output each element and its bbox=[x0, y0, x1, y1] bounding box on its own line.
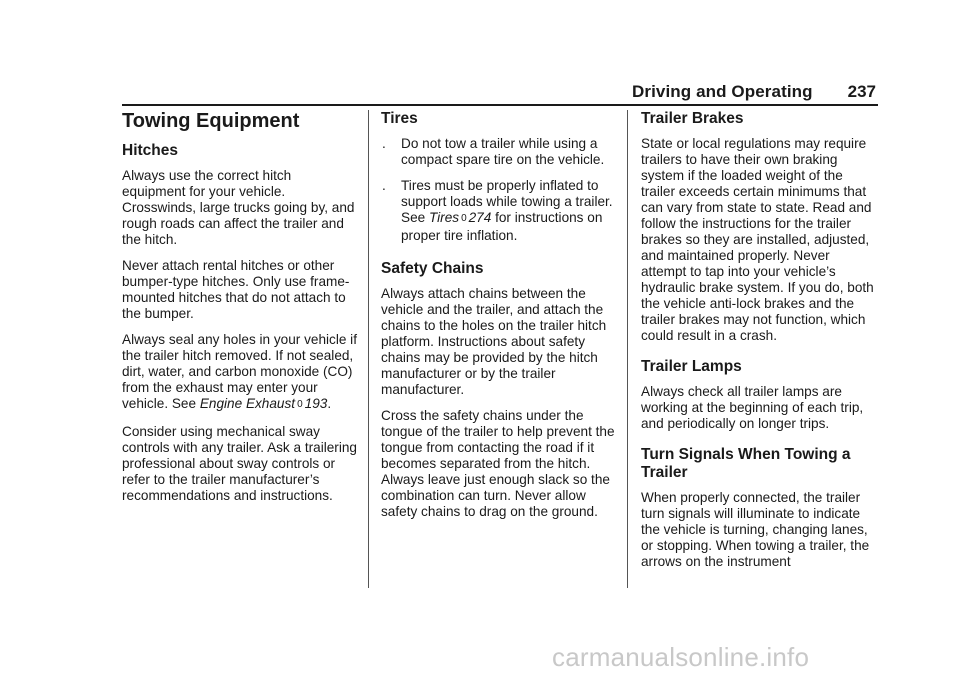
page-ref-icon: 0 bbox=[461, 213, 467, 224]
paragraph-text: Always seal any holes in your vehicle if the trailer hitch removed. If not sealed, dirt, water, and carbon monoxide (CO) from the exhaust may enter your vehicle. See bbox=[122, 332, 357, 411]
list-item bbox=[381, 136, 617, 168]
paragraph-end: . bbox=[327, 396, 332, 411]
list-item-text: Do not tow a trailer while using a compact spare tire on the vehicle. bbox=[401, 136, 605, 167]
bullet-icon: . bbox=[382, 178, 386, 193]
list-item bbox=[381, 178, 617, 244]
trailer-brakes-paragraph: State or local regulations may require trailers to have their own braking system if the loaded weight of the trailer exceeds certain minimums that can vary from state to state. Read and follow the instructions for the trailer brakes so they are installed, adjusted, and maintained properly. Never attempt to tap into your vehicle’s hydraulic brake system. If you do, both the vehicle anti-lock brakes and the trailer brakes may not function, which could result in a crash. bbox=[641, 136, 874, 343]
column-divider-1 bbox=[368, 110, 369, 588]
hitches-paragraph-1: Always use the correct hitch equipment for your vehicle. Crosswinds, large trucks going by, and rough roads can affect the trailer and the hitch. bbox=[122, 168, 355, 247]
header-rule bbox=[122, 104, 878, 106]
hitches-paragraph-4: Consider using mechanical sway controls with any trailer. Ask a trailering professional about sway controls or refer to the trailer manufacturer’s recommendations and instructions. bbox=[122, 424, 357, 503]
engine-exhaust-link[interactable] bbox=[200, 396, 327, 411]
page-header bbox=[632, 82, 878, 104]
hitches-heading: Hitches bbox=[122, 142, 178, 159]
trailer-lamps-paragraph: Always check all trailer lamps are working at the beginning of each trip, and periodically on longer trips. bbox=[641, 384, 864, 431]
column-divider-2 bbox=[627, 110, 628, 588]
column-1 bbox=[122, 110, 358, 514]
section-title: Driving and Operating bbox=[632, 82, 813, 101]
safety-chains-paragraph-2: Cross the safety chains under the tongue of the trailer to help prevent the tongue from contacting the road if it becomes separated from the hitch. Always leave just enough slack so the combination can turn. Never allow safety chains to drag on the ground. bbox=[381, 408, 615, 519]
page-ref-icon: 0 bbox=[297, 399, 303, 410]
safety-chains-heading: Safety Chains bbox=[381, 260, 484, 277]
page-number: 237 bbox=[847, 82, 876, 101]
tires-heading: Tires bbox=[381, 110, 418, 127]
column-3 bbox=[641, 110, 877, 580]
safety-chains-paragraph-1: Always attach chains between the vehicle and the trailer, and attach the chains to the holes on the trailer hitch platform. Instructions about safety chains may be provided by the hitch manufacturer or by the trailer manufacturer. bbox=[381, 286, 607, 397]
hitches-paragraph-2: Never attach rental hitches or other bumper-type hitches. Only use frame-mounted hitches that do not attach to the bumper. bbox=[122, 258, 350, 321]
turn-signals-paragraph: When properly connected, the trailer turn signals will illuminate to indicate the vehicle is turning, changing lanes, or stopping. When towing a trailer, the arrows on the instrument bbox=[641, 490, 870, 569]
link-page: 274 bbox=[468, 210, 492, 225]
trailer-brakes-heading: Trailer Brakes bbox=[641, 110, 744, 127]
list-item-text: Tires must be properly inflated to support loads while towing a trailer. See bbox=[401, 178, 613, 225]
tires-link[interactable] bbox=[429, 210, 491, 225]
bullet-icon: . bbox=[382, 136, 386, 151]
watermark: carmanualsonline.info bbox=[552, 642, 810, 672]
tires-bullet-list bbox=[381, 136, 617, 244]
trailer-lamps-heading: Trailer Lamps bbox=[641, 358, 742, 375]
turn-signals-heading: Turn Signals When Towing a Trailer bbox=[641, 446, 851, 481]
link-page: 193 bbox=[304, 396, 328, 411]
towing-equipment-heading: Towing Equipment bbox=[122, 110, 300, 132]
column-2 bbox=[381, 110, 617, 530]
link-label: Tires bbox=[428, 210, 460, 225]
hitches-paragraph-3 bbox=[122, 332, 358, 414]
list-item-text-end: for instructions on proper tire inflation. bbox=[401, 210, 603, 243]
link-label: Engine Exhaust bbox=[199, 396, 296, 411]
